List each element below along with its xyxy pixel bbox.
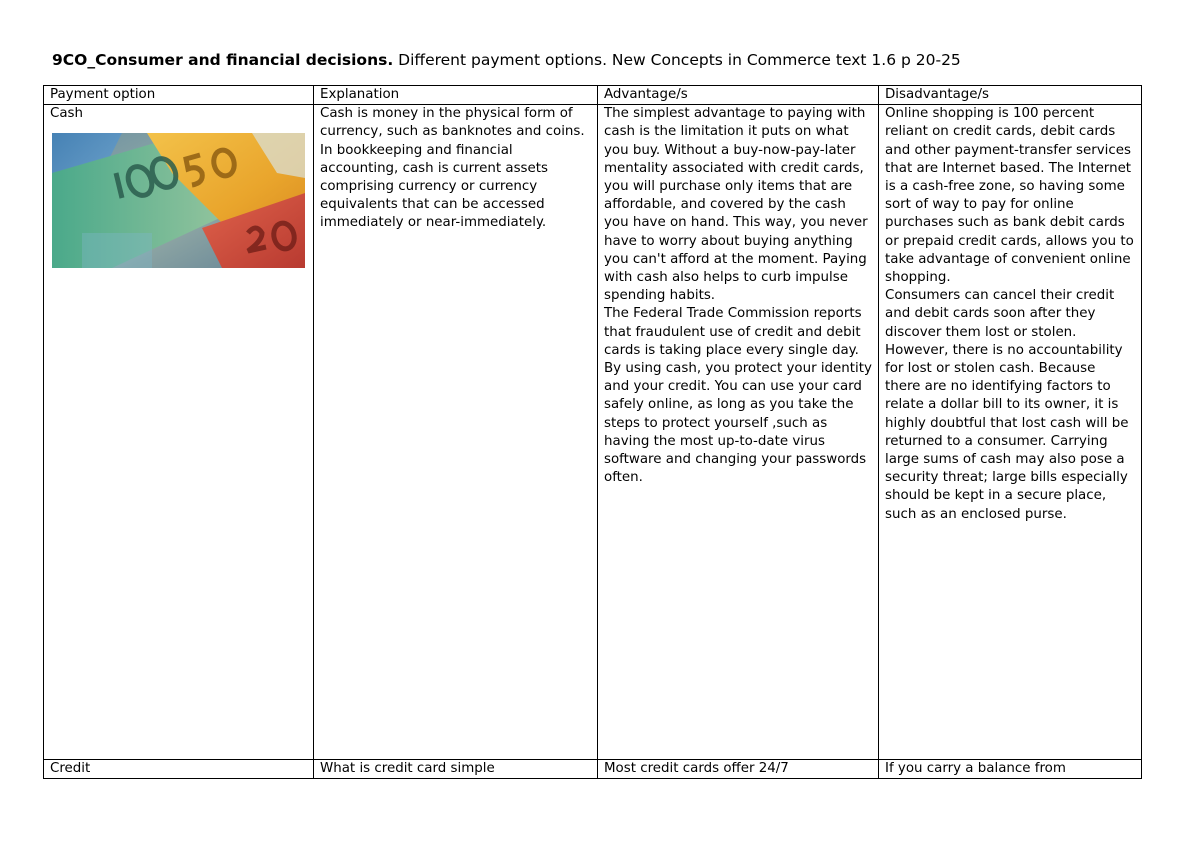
header-explanation: Explanation — [314, 86, 598, 105]
credit-disadvantage-text: If you carry a balance from — [879, 760, 1142, 779]
cash-advantage-paragraph: The simplest advantage to paying with cash is the limitation it puts on what you buy. Without a buy-now-pay-later mentality associated with credit cards, you will purchase only items that are affordable, and covered by the cash you have on hand. This way, you never have to worry about buying anything you can't afford at the moment. Paying with cash also helps to curb impulse spending habits. — [604, 106, 868, 304]
header-disadvantages: Disadvantage/s — [879, 86, 1142, 105]
payment-options-table — [43, 85, 1142, 779]
cash-disadvantages-cell — [879, 105, 1142, 760]
cash-disadvantage-paragraph: Consumers can cancel their credit and debit cards soon after they discover them lost or stolen. However, there is no accountability for lost or stolen cash. Because there are no identifying factors to relate a dollar bill to its owner, it is highly doubtful that lost cash will be returned to a consumer. Carrying large sums of cash may also pose a security threat; large bills especially should be kept in a secure place, such as an enclosed purse. — [885, 288, 1129, 522]
table-row-cash — [44, 105, 1142, 760]
document-title-rest: Different payment options. New Concepts in Commerce text 1.6 p 20-25 — [393, 51, 961, 69]
document-title-bold: 9CO_Consumer and financial decisions. — [52, 51, 394, 69]
cash-explanation-cell — [314, 105, 598, 760]
cash-option-label: Cash — [50, 106, 84, 122]
banknotes-image — [52, 133, 305, 268]
header-payment-option: Payment option — [44, 86, 314, 105]
cash-disadvantage-paragraph: Online shopping is 100 percent reliant on credit cards, debit cards and other payment-transfer services that are Internet based. The Internet is a cash-free zone, so having some sort of way to pay for online purchases such as bank debit cards or prepaid credit cards, allows you to take advantage of convenient online shopping. — [885, 106, 1134, 286]
document-title — [52, 49, 961, 71]
cash-advantages-cell — [598, 105, 879, 760]
cash-option-cell — [44, 105, 314, 760]
credit-advantage-text: Most credit cards offer 24/7 — [598, 760, 879, 779]
header-advantages: Advantage/s — [598, 86, 879, 105]
table-row-credit — [44, 760, 1142, 779]
cash-explanation-text: Cash is money in the physical form of currency, such as banknotes and coins. In bookkeeping and financial accounting, cash is current assets comprising currency or currency equivalents that can be accessed immediately or near-immediately. — [320, 106, 585, 231]
cash-advantage-paragraph: The Federal Trade Commission reports that fraudulent use of credit and debit cards is taking place every single day. By using cash, you protect your identity and your credit. You can use your card safely online, as long as you take the steps to protect yourself ,such as having the most up-to-date virus software and changing your passwords often. — [604, 306, 872, 486]
credit-option-label: Credit — [44, 760, 314, 779]
credit-explanation-text: What is credit card simple — [314, 760, 598, 779]
table-header-row — [44, 86, 1142, 105]
